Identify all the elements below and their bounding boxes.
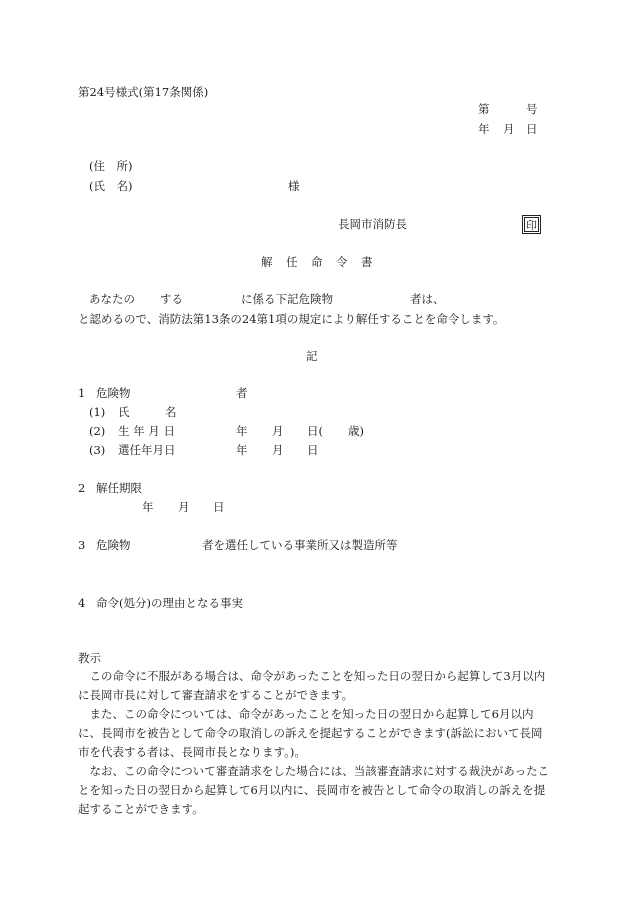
sec1-heading-b: 者 (236, 386, 248, 400)
sec1-row2-sai: 歳) (348, 424, 364, 438)
sec2-tsuki: 月 (178, 500, 190, 514)
document-title: 解 任 命 令 書 (261, 255, 374, 269)
sec3-number: 3 (78, 538, 86, 552)
sec1-row3-nen: 年 (236, 443, 248, 457)
kyoji-paragraph-1: この命令に不服がある場合は、命令があったことを知った日の翌日から起算して3月以内に長岡市長に対して審査請求をすることができます。 (78, 669, 546, 702)
sec1-heading-a: 危険物 (96, 386, 131, 400)
sec1-row2-label: 生 年 月 日 (118, 424, 175, 438)
sec3-a: 危険物 (96, 538, 131, 552)
sec2-hi: 日 (213, 500, 225, 514)
kyoji-text (78, 667, 550, 819)
sec1-row3-label: 選任年月日 (118, 443, 176, 457)
kyoji-paragraph-3: なお、この命令について審査請求をした場合には、当該審査請求に対する裁決があったことを知った日の翌日から起算して6月以内に、長岡市を被告として命令の取消しの訴えを提起することができます。 (78, 764, 550, 816)
sec2-nen: 年 (142, 500, 154, 514)
body-suru: する (160, 292, 183, 306)
date-nen: 年 (478, 122, 490, 136)
address-label: (住 所) (89, 159, 133, 173)
date-tsuki: 月 (503, 122, 515, 136)
date-hi: 日 (526, 122, 538, 136)
body-shaha: 者は、 (410, 292, 445, 306)
body-line2: と認めるので、消防法第13条の24第1項の規定により解任することを命令します。 (78, 312, 505, 326)
seal-label: 印 (526, 219, 537, 232)
sec1-row3-num: (3) (89, 443, 106, 457)
issuer-name: 長岡市消防長 (338, 217, 407, 231)
kyoji-heading: 教示 (78, 651, 101, 665)
sec2-heading: 解任期限 (96, 481, 142, 495)
sec1-row1-a: 氏 (118, 405, 130, 419)
sec1-row1-num: (1) (89, 405, 106, 419)
doc-number-go: 号 (526, 102, 538, 116)
sec4-heading: 命令(処分)の理由となる事実 (96, 596, 243, 610)
sec1-row3-hi: 日 (307, 443, 319, 457)
sec1-row2-hi: 日( (307, 424, 323, 438)
body-anatano: あなたの (89, 292, 135, 306)
form-number: 第24号様式(第17条関係) (78, 85, 209, 99)
honorific: 様 (288, 179, 300, 193)
kyoji-paragraph-2: また、この命令については、命令があったことを知った日の翌日から起算して6月以内に、長岡市を被告として命令の取消しの訴えを提起することができます(訴訟において長岡市を代表する者は、長岡市長となります。)。 (78, 707, 543, 759)
sec1-row2-nen: 年 (236, 424, 248, 438)
sec1-row1-b: 名 (165, 405, 177, 419)
sec1-row2-tsuki: 月 (272, 424, 284, 438)
doc-number-dai: 第 (478, 102, 490, 116)
sec1-number: 1 (78, 386, 86, 400)
body-kakaru: に係る下記危険物 (241, 292, 333, 306)
sec1-row2-num: (2) (89, 424, 106, 438)
sec3-b: 者を選任している事業所又は製造所等 (202, 538, 398, 552)
sec1-row3-tsuki: 月 (272, 443, 284, 457)
sec4-number: 4 (78, 596, 86, 610)
seal-stamp (524, 217, 539, 233)
name-label: (氏 名) (89, 179, 133, 193)
sec2-number: 2 (78, 481, 86, 495)
ki-marker: 記 (306, 349, 318, 363)
